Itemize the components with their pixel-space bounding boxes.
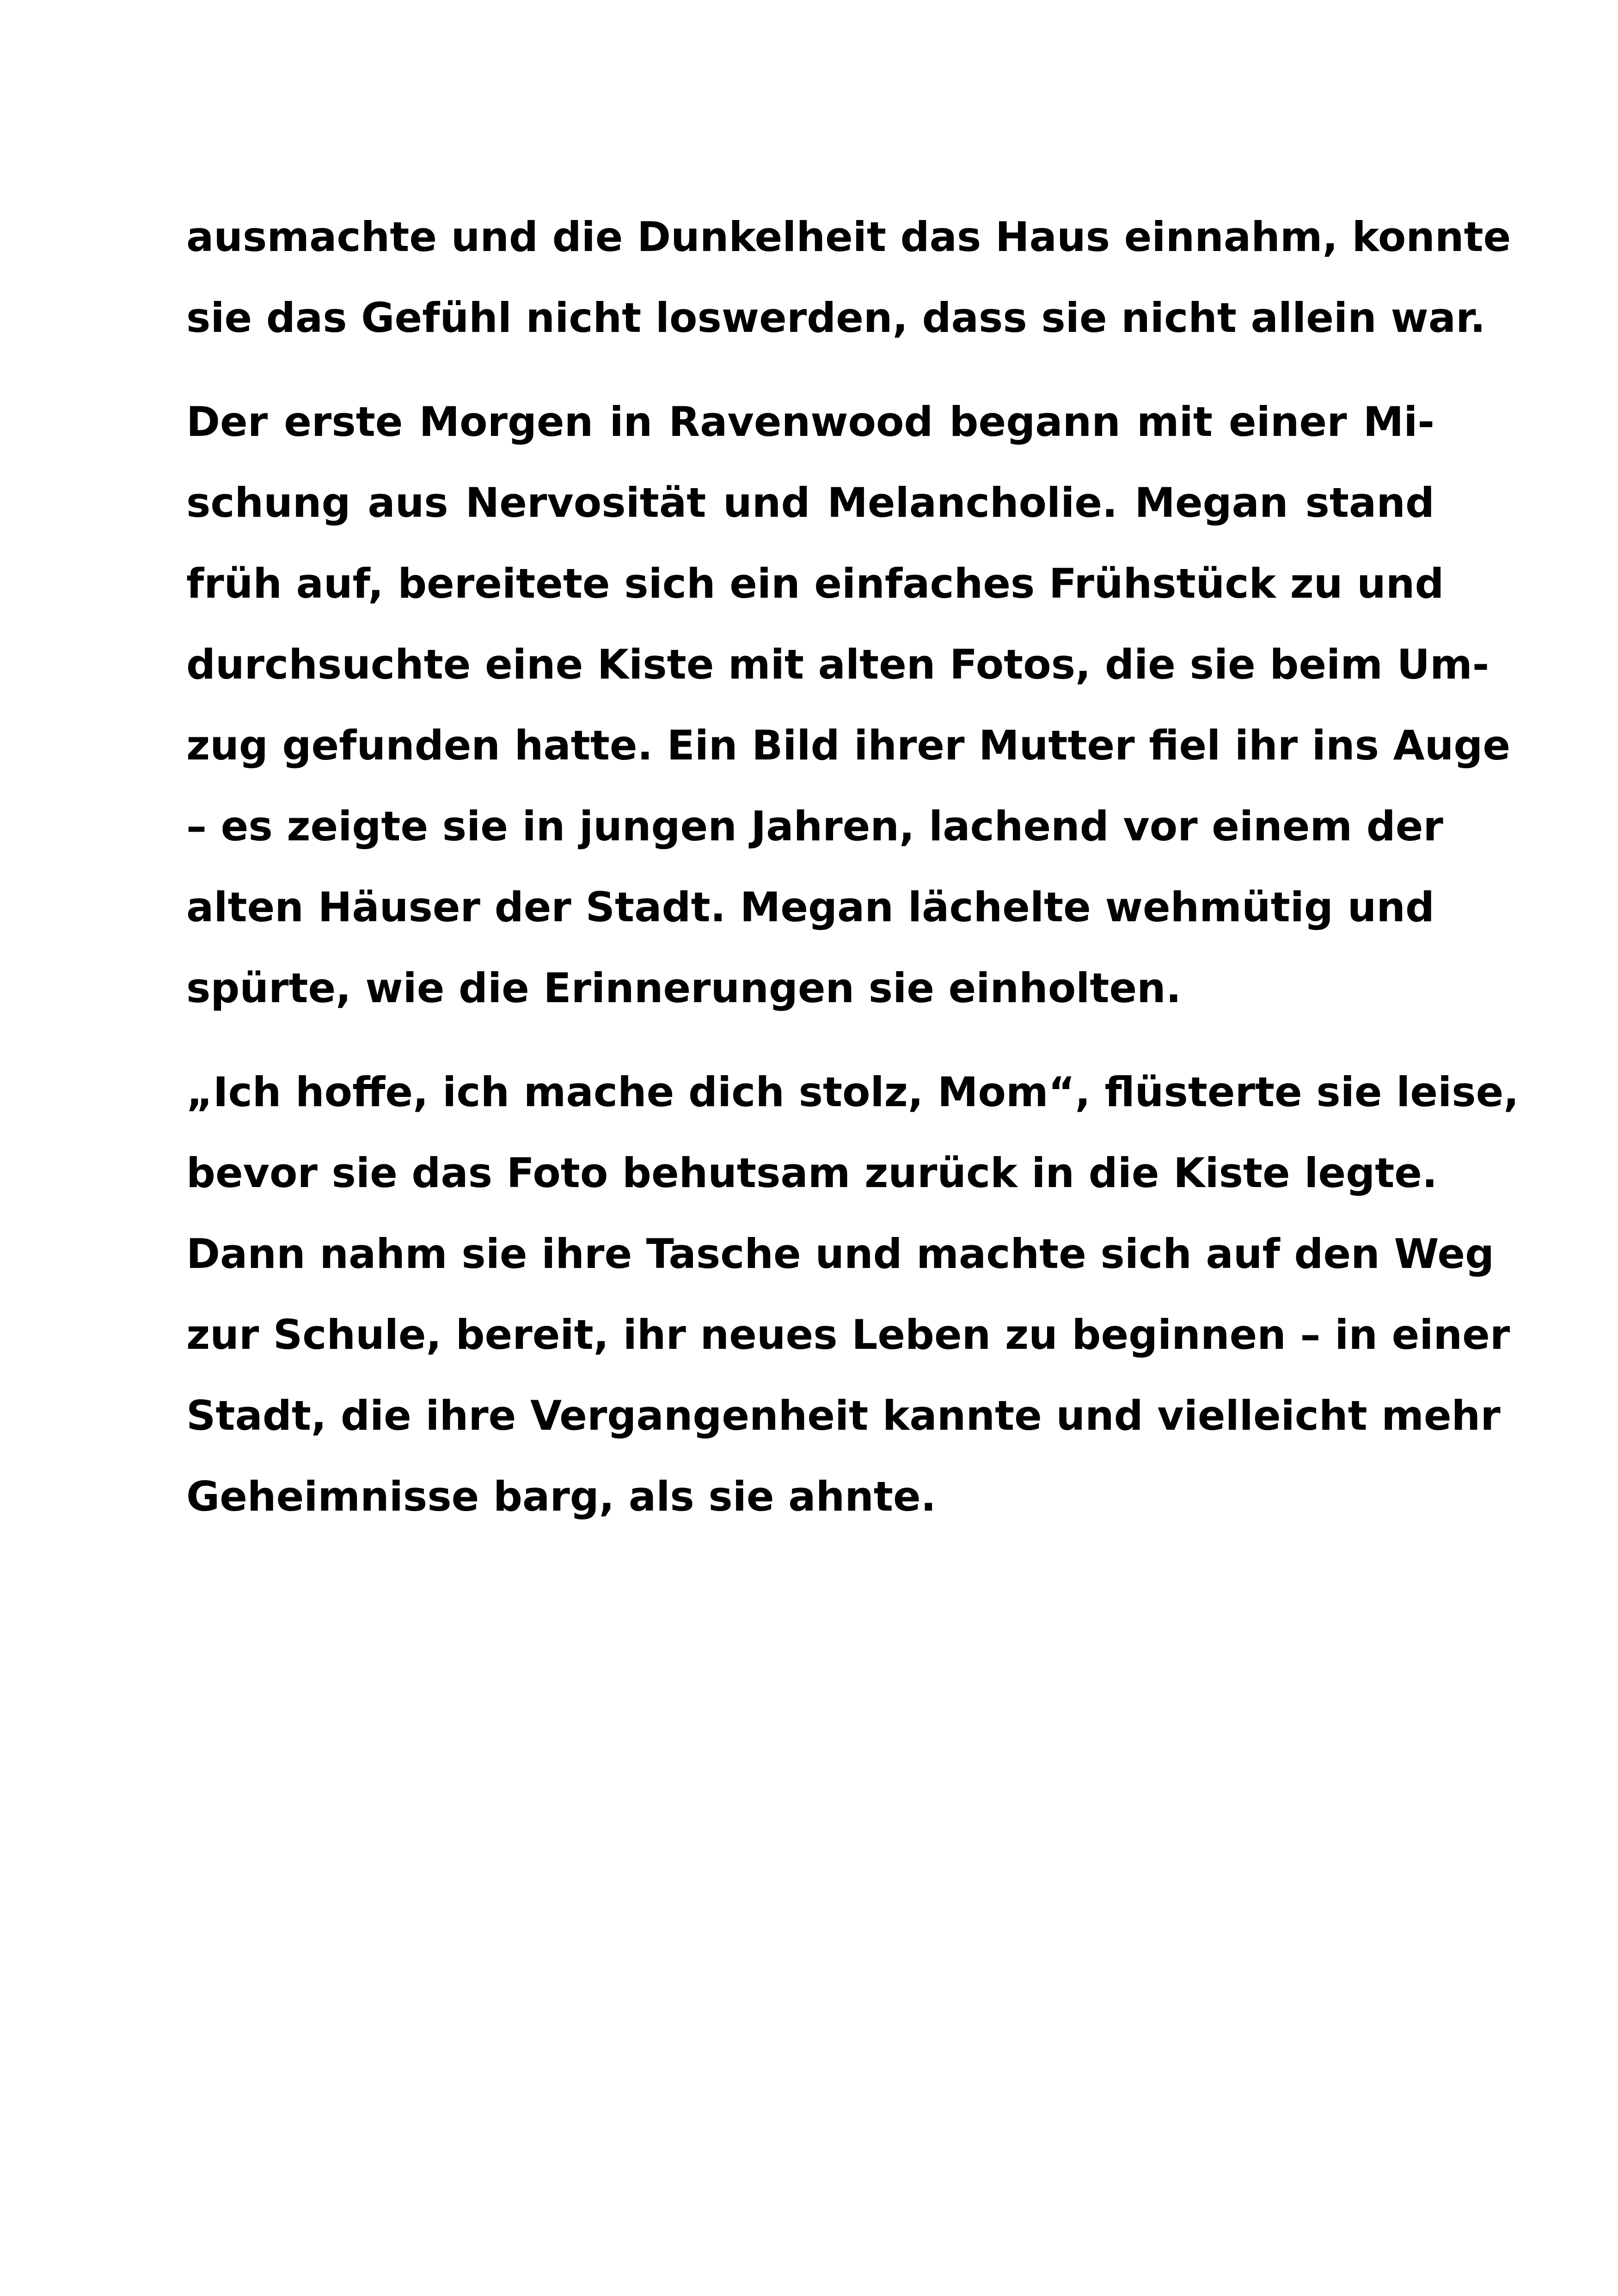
text-line: schung aus Nervosität und Melancholie. Megan stand (186, 479, 1434, 527)
text-line: zug gefunden hatte. Ein Bild ihrer Mutter fiel ihr ins Auge (186, 722, 1511, 769)
text-line: durchsuchte eine Kiste mit alten Fotos, die sie beim Um- (186, 641, 1489, 688)
paragraph-1 (186, 196, 1511, 358)
paragraph-2 (186, 381, 1511, 1029)
text-line: ausmachte und die Dunkelheit das Haus einnahm, konnte (186, 213, 1511, 261)
text-line: sie das Gefühl nicht loswerden, dass sie nicht allein war. (186, 294, 1486, 342)
text-line: – es zeigte sie in jungen Jahren, lachend vor einem der (186, 802, 1443, 850)
text-line: bevor sie das Foto behutsam zurück in die Kiste legte. (186, 1149, 1438, 1197)
text-line: Dann nahm sie ihre Tasche und machte sich auf den Weg (186, 1230, 1495, 1278)
text-line: Geheimnisse barg, als sie ahnte. (186, 1473, 937, 1520)
text-line: alten Häuser der Stadt. Megan lächelte wehmütig und (186, 883, 1434, 931)
text-line: früh auf, bereitete sich ein einfaches Frühstück zu und (186, 560, 1444, 607)
text-line: Stadt, die ihre Vergangenheit kannte und vielleicht mehr (186, 1392, 1501, 1439)
text-line: spürte, wie die Erinnerungen sie einholten. (186, 964, 1182, 1012)
paragraph-3 (186, 1052, 1519, 1537)
text-line: zur Schule, bereit, ihr neues Leben zu beginnen – in einer (186, 1311, 1510, 1359)
body-text (186, 196, 1519, 1560)
text-line: „Ich hoffe, ich mache dich stolz, Mom“, flüsterte sie leise, (186, 1068, 1519, 1116)
text-line: Der erste Morgen in Ravenwood begann mit einer Mi- (186, 398, 1434, 446)
